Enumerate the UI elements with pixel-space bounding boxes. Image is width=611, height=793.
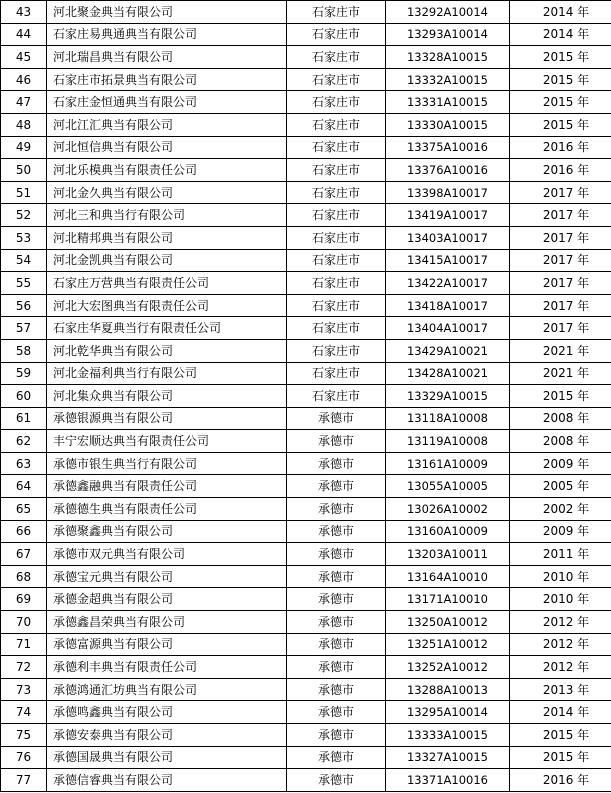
row-index-cell: 77 bbox=[1, 769, 47, 792]
table-row bbox=[1, 588, 611, 611]
license-code-cell: 13428A10021 bbox=[386, 362, 510, 385]
row-index-cell: 75 bbox=[1, 724, 47, 747]
city-cell: 承德市 bbox=[287, 746, 386, 769]
table-row bbox=[1, 475, 611, 498]
table-row bbox=[1, 724, 611, 747]
table-row bbox=[1, 362, 611, 385]
city-cell: 承德市 bbox=[287, 588, 386, 611]
company-name-cell: 承德富源典当有限公司 bbox=[47, 633, 287, 656]
city-cell: 承德市 bbox=[287, 543, 386, 566]
city-cell: 承德市 bbox=[287, 407, 386, 430]
row-index-cell: 60 bbox=[1, 385, 47, 408]
row-index-cell: 50 bbox=[1, 159, 47, 182]
year-cell: 2009 年 bbox=[510, 520, 611, 543]
license-code-cell: 13295A10014 bbox=[386, 701, 510, 724]
table-row bbox=[1, 91, 611, 114]
row-index-cell: 62 bbox=[1, 430, 47, 453]
license-code-cell: 13332A10015 bbox=[386, 68, 510, 91]
company-name-cell: 丰宁宏顺达典当有限责任公司 bbox=[47, 430, 287, 453]
company-name-cell: 河北金福利典当行有限公司 bbox=[47, 362, 287, 385]
license-code-cell: 13331A10015 bbox=[386, 91, 510, 114]
table-row bbox=[1, 23, 611, 46]
year-cell: 2015 年 bbox=[510, 746, 611, 769]
city-cell: 石家庄市 bbox=[287, 317, 386, 340]
city-cell: 石家庄市 bbox=[287, 272, 386, 295]
table-row bbox=[1, 1, 611, 24]
license-code-cell: 13288A10013 bbox=[386, 678, 510, 701]
row-index-cell: 49 bbox=[1, 136, 47, 159]
row-index-cell: 76 bbox=[1, 746, 47, 769]
row-index-cell: 55 bbox=[1, 272, 47, 295]
row-index-cell: 56 bbox=[1, 294, 47, 317]
year-cell: 2017 年 bbox=[510, 181, 611, 204]
row-index-cell: 47 bbox=[1, 91, 47, 114]
license-code-cell: 13164A10010 bbox=[386, 565, 510, 588]
city-cell: 石家庄市 bbox=[287, 1, 386, 24]
company-name-cell: 承德宝元典当有限公司 bbox=[47, 565, 287, 588]
company-name-cell: 河北金凯典当有限公司 bbox=[47, 249, 287, 272]
year-cell: 2017 年 bbox=[510, 204, 611, 227]
table-row bbox=[1, 746, 611, 769]
row-index-cell: 64 bbox=[1, 475, 47, 498]
table-row bbox=[1, 136, 611, 159]
company-name-cell: 河北乾华典当有限公司 bbox=[47, 339, 287, 362]
city-cell: 石家庄市 bbox=[287, 46, 386, 69]
table-row bbox=[1, 498, 611, 521]
table-row bbox=[1, 633, 611, 656]
license-code-cell: 13375A10016 bbox=[386, 136, 510, 159]
company-name-cell: 石家庄万营典当有限责任公司 bbox=[47, 272, 287, 295]
table-row bbox=[1, 181, 611, 204]
city-cell: 石家庄市 bbox=[287, 385, 386, 408]
license-code-cell: 13404A10017 bbox=[386, 317, 510, 340]
license-code-cell: 13418A10017 bbox=[386, 294, 510, 317]
year-cell: 2011 年 bbox=[510, 543, 611, 566]
license-code-cell: 13250A10012 bbox=[386, 611, 510, 634]
company-name-cell: 石家庄金恒通典当有限公司 bbox=[47, 91, 287, 114]
company-name-cell: 河北集众典当有限公司 bbox=[47, 385, 287, 408]
row-index-cell: 72 bbox=[1, 656, 47, 679]
city-cell: 石家庄市 bbox=[287, 159, 386, 182]
year-cell: 2014 年 bbox=[510, 701, 611, 724]
row-index-cell: 67 bbox=[1, 543, 47, 566]
city-cell: 承德市 bbox=[287, 656, 386, 679]
year-cell: 2015 年 bbox=[510, 46, 611, 69]
row-index-cell: 65 bbox=[1, 498, 47, 521]
year-cell: 2012 年 bbox=[510, 611, 611, 634]
year-cell: 2016 年 bbox=[510, 136, 611, 159]
row-index-cell: 70 bbox=[1, 611, 47, 634]
city-cell: 承德市 bbox=[287, 611, 386, 634]
table-row bbox=[1, 701, 611, 724]
company-name-cell: 河北聚金典当有限公司 bbox=[47, 1, 287, 24]
year-cell: 2009 年 bbox=[510, 452, 611, 475]
license-code-cell: 13333A10015 bbox=[386, 724, 510, 747]
row-index-cell: 58 bbox=[1, 339, 47, 362]
license-code-cell: 13415A10017 bbox=[386, 249, 510, 272]
city-cell: 承德市 bbox=[287, 520, 386, 543]
city-cell: 石家庄市 bbox=[287, 249, 386, 272]
company-name-cell: 河北江汇典当有限公司 bbox=[47, 113, 287, 136]
city-cell: 承德市 bbox=[287, 769, 386, 792]
company-name-cell: 河北精邦典当有限公司 bbox=[47, 226, 287, 249]
company-name-cell: 承德银源典当有限公司 bbox=[47, 407, 287, 430]
city-cell: 承德市 bbox=[287, 475, 386, 498]
license-code-cell: 13161A10009 bbox=[386, 452, 510, 475]
year-cell: 2021 年 bbox=[510, 362, 611, 385]
row-index-cell: 71 bbox=[1, 633, 47, 656]
row-index-cell: 57 bbox=[1, 317, 47, 340]
table-row bbox=[1, 543, 611, 566]
license-code-cell: 13292A10014 bbox=[386, 1, 510, 24]
license-code-cell: 13119A10008 bbox=[386, 430, 510, 453]
company-name-cell: 河北大宏图典当有限责任公司 bbox=[47, 294, 287, 317]
company-name-cell: 承德鸣鑫典当有限公司 bbox=[47, 701, 287, 724]
year-cell: 2015 年 bbox=[510, 68, 611, 91]
license-code-cell: 13203A10011 bbox=[386, 543, 510, 566]
row-index-cell: 69 bbox=[1, 588, 47, 611]
year-cell: 2015 年 bbox=[510, 385, 611, 408]
row-index-cell: 73 bbox=[1, 678, 47, 701]
company-name-cell: 承德金超典当有限公司 bbox=[47, 588, 287, 611]
table-row bbox=[1, 520, 611, 543]
table-row bbox=[1, 317, 611, 340]
city-cell: 石家庄市 bbox=[287, 294, 386, 317]
company-name-cell: 石家庄市拓景典当有限公司 bbox=[47, 68, 287, 91]
company-name-cell: 承德安泰典当有限公司 bbox=[47, 724, 287, 747]
year-cell: 2017 年 bbox=[510, 226, 611, 249]
company-name-cell: 承德市双元典当有限公司 bbox=[47, 543, 287, 566]
license-code-cell: 13329A10015 bbox=[386, 385, 510, 408]
company-name-cell: 承德鑫昌荣典当有限公司 bbox=[47, 611, 287, 634]
year-cell: 2010 年 bbox=[510, 565, 611, 588]
year-cell: 2014 年 bbox=[510, 23, 611, 46]
row-index-cell: 53 bbox=[1, 226, 47, 249]
row-index-cell: 68 bbox=[1, 565, 47, 588]
license-code-cell: 13398A10017 bbox=[386, 181, 510, 204]
city-cell: 石家庄市 bbox=[287, 91, 386, 114]
company-name-cell: 承德鸿通汇坊典当有限公司 bbox=[47, 678, 287, 701]
row-index-cell: 61 bbox=[1, 407, 47, 430]
city-cell: 石家庄市 bbox=[287, 23, 386, 46]
year-cell: 2008 年 bbox=[510, 430, 611, 453]
city-cell: 石家庄市 bbox=[287, 181, 386, 204]
city-cell: 石家庄市 bbox=[287, 362, 386, 385]
table-row bbox=[1, 407, 611, 430]
year-cell: 2013 年 bbox=[510, 678, 611, 701]
row-index-cell: 51 bbox=[1, 181, 47, 204]
table-row bbox=[1, 226, 611, 249]
license-code-cell: 13330A10015 bbox=[386, 113, 510, 136]
table-row bbox=[1, 46, 611, 69]
year-cell: 2002 年 bbox=[510, 498, 611, 521]
table-row bbox=[1, 159, 611, 182]
license-code-cell: 13293A10014 bbox=[386, 23, 510, 46]
city-cell: 承德市 bbox=[287, 498, 386, 521]
table-body bbox=[1, 1, 611, 792]
license-code-cell: 13328A10015 bbox=[386, 46, 510, 69]
license-code-cell: 13327A10015 bbox=[386, 746, 510, 769]
company-name-cell: 石家庄易典通典当有限公司 bbox=[47, 23, 287, 46]
year-cell: 2016 年 bbox=[510, 159, 611, 182]
year-cell: 2005 年 bbox=[510, 475, 611, 498]
year-cell: 2017 年 bbox=[510, 272, 611, 295]
table-row bbox=[1, 611, 611, 634]
table-row bbox=[1, 656, 611, 679]
row-index-cell: 52 bbox=[1, 204, 47, 227]
row-index-cell: 45 bbox=[1, 46, 47, 69]
table-row bbox=[1, 565, 611, 588]
year-cell: 2012 年 bbox=[510, 656, 611, 679]
year-cell: 2008 年 bbox=[510, 407, 611, 430]
company-name-cell: 河北乐模典当有限责任公司 bbox=[47, 159, 287, 182]
table-row bbox=[1, 452, 611, 475]
company-name-cell: 承德德生典当有限责任公司 bbox=[47, 498, 287, 521]
table-row bbox=[1, 113, 611, 136]
row-index-cell: 59 bbox=[1, 362, 47, 385]
company-name-cell: 石家庄华夏典当行有限责任公司 bbox=[47, 317, 287, 340]
row-index-cell: 74 bbox=[1, 701, 47, 724]
row-index-cell: 44 bbox=[1, 23, 47, 46]
year-cell: 2017 年 bbox=[510, 294, 611, 317]
table-row bbox=[1, 430, 611, 453]
city-cell: 石家庄市 bbox=[287, 113, 386, 136]
year-cell: 2010 年 bbox=[510, 588, 611, 611]
city-cell: 石家庄市 bbox=[287, 226, 386, 249]
city-cell: 石家庄市 bbox=[287, 204, 386, 227]
table-row bbox=[1, 385, 611, 408]
year-cell: 2017 年 bbox=[510, 317, 611, 340]
row-index-cell: 48 bbox=[1, 113, 47, 136]
year-cell: 2015 年 bbox=[510, 724, 611, 747]
license-code-cell: 13429A10021 bbox=[386, 339, 510, 362]
license-code-cell: 13371A10016 bbox=[386, 769, 510, 792]
company-name-cell: 承德聚鑫典当有限公司 bbox=[47, 520, 287, 543]
license-code-cell: 13252A10012 bbox=[386, 656, 510, 679]
row-index-cell: 66 bbox=[1, 520, 47, 543]
license-code-cell: 13171A10010 bbox=[386, 588, 510, 611]
company-name-cell: 承德鑫融典当有限责任公司 bbox=[47, 475, 287, 498]
year-cell: 2012 年 bbox=[510, 633, 611, 656]
city-cell: 石家庄市 bbox=[287, 68, 386, 91]
license-code-cell: 13419A10017 bbox=[386, 204, 510, 227]
table-row bbox=[1, 339, 611, 362]
table-row bbox=[1, 769, 611, 792]
company-name-cell: 河北金久典当有限公司 bbox=[47, 181, 287, 204]
license-code-cell: 13118A10008 bbox=[386, 407, 510, 430]
city-cell: 承德市 bbox=[287, 633, 386, 656]
row-index-cell: 46 bbox=[1, 68, 47, 91]
city-cell: 承德市 bbox=[287, 430, 386, 453]
company-name-cell: 河北瑞昌典当有限公司 bbox=[47, 46, 287, 69]
year-cell: 2015 年 bbox=[510, 91, 611, 114]
company-name-cell: 河北恒信典当有限公司 bbox=[47, 136, 287, 159]
table-row bbox=[1, 249, 611, 272]
table-row bbox=[1, 68, 611, 91]
license-code-cell: 13026A10002 bbox=[386, 498, 510, 521]
city-cell: 承德市 bbox=[287, 452, 386, 475]
license-code-cell: 13422A10017 bbox=[386, 272, 510, 295]
license-code-cell: 13251A10012 bbox=[386, 633, 510, 656]
company-name-cell: 承德利丰典当有限责任公司 bbox=[47, 656, 287, 679]
license-code-cell: 13055A10005 bbox=[386, 475, 510, 498]
table-row bbox=[1, 272, 611, 295]
row-index-cell: 63 bbox=[1, 452, 47, 475]
license-code-cell: 13160A10009 bbox=[386, 520, 510, 543]
city-cell: 石家庄市 bbox=[287, 339, 386, 362]
table-row bbox=[1, 678, 611, 701]
year-cell: 2021 年 bbox=[510, 339, 611, 362]
company-name-cell: 承德国晟典当有限公司 bbox=[47, 746, 287, 769]
year-cell: 2015 年 bbox=[510, 113, 611, 136]
table-row bbox=[1, 204, 611, 227]
row-index-cell: 43 bbox=[1, 1, 47, 24]
city-cell: 承德市 bbox=[287, 678, 386, 701]
city-cell: 承德市 bbox=[287, 701, 386, 724]
year-cell: 2017 年 bbox=[510, 249, 611, 272]
city-cell: 承德市 bbox=[287, 724, 386, 747]
year-cell: 2014 年 bbox=[510, 1, 611, 24]
company-name-cell: 河北三和典当行有限公司 bbox=[47, 204, 287, 227]
year-cell: 2016 年 bbox=[510, 769, 611, 792]
city-cell: 承德市 bbox=[287, 565, 386, 588]
table-row bbox=[1, 294, 611, 317]
license-code-cell: 13403A10017 bbox=[386, 226, 510, 249]
row-index-cell: 54 bbox=[1, 249, 47, 272]
license-code-cell: 13376A10016 bbox=[386, 159, 510, 182]
company-name-cell: 承德信睿典当有限公司 bbox=[47, 769, 287, 792]
city-cell: 石家庄市 bbox=[287, 136, 386, 159]
company-name-cell: 承德市银生典当行有限公司 bbox=[47, 452, 287, 475]
